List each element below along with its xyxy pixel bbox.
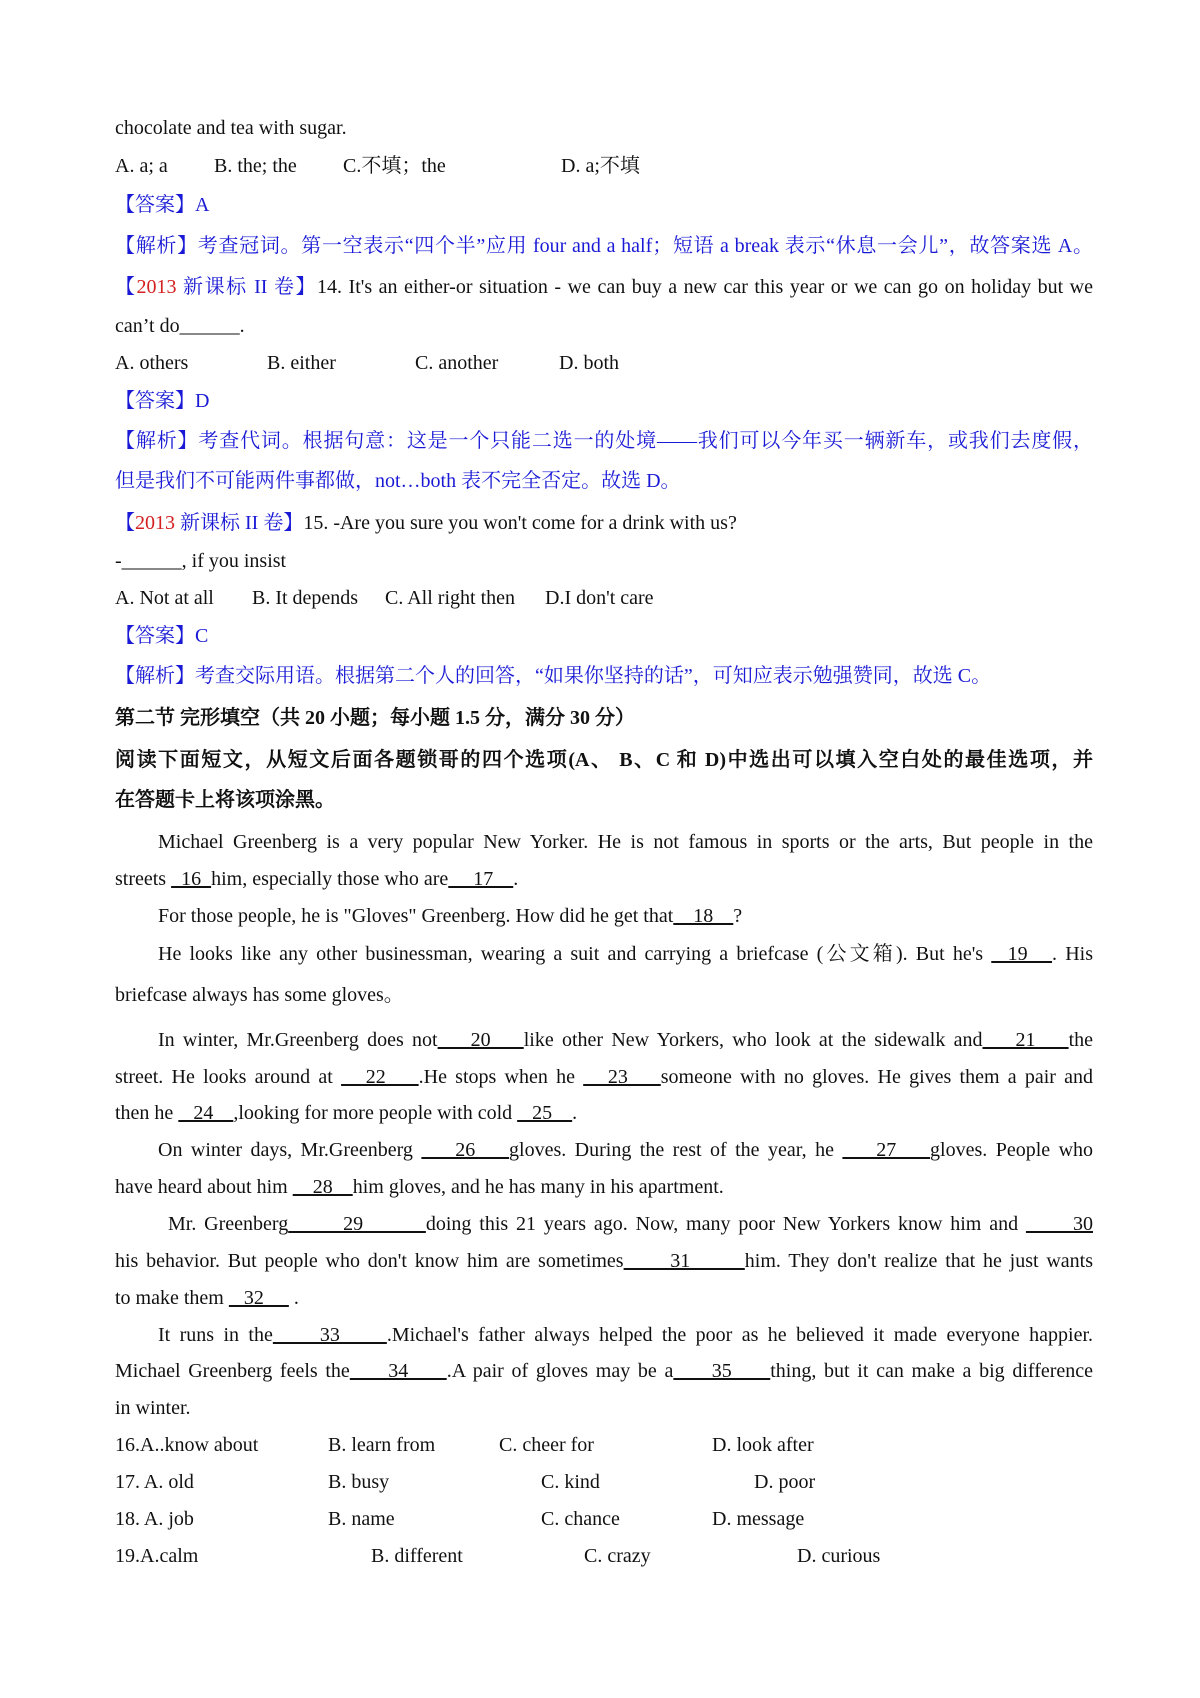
section-instructions-line2: 在答题卡上将该项涂黑。 [115,789,335,811]
analysis-tag: 【解析】 [115,235,198,257]
question-text: 14. It's an either-or situation - we can buy a new car this year or we can go on holiday but we [317,276,1094,298]
section-instructions-line1: 阅读下面短文，从短文后面各题锁哥的四个选项(A、 B、C 和 D)中选出可以填入空白处的最佳选项，并 [115,749,1093,771]
q13-option-c: C.不填；the [343,155,446,177]
choice-a: 19.A.calm [115,1545,199,1567]
text: someone with no gloves. He gives them a pair and [660,1066,1094,1088]
q15-option-a: A. Not at all [115,587,214,609]
blank-29: 29 [288,1213,426,1235]
text: . [513,868,519,890]
text: Michael Greenberg feels the [115,1360,350,1382]
blank-16: 16 [171,868,212,890]
passage-p1-line1: Michael Greenberg is a very popular New Yorker. He is not famous in sports or the arts, But people in the [158,831,1093,853]
q15-option-b: B. It depends [252,587,359,609]
text: . His [1052,943,1093,965]
answer-tag: 【答案】 [115,194,195,216]
source-name: 新课标 II 卷】 [176,276,318,298]
choice-b: B. name [328,1508,395,1530]
blank-23: 23 [583,1066,661,1088]
analysis-text: 考查交际用语。根据第二个人的回答，“如果你坚持的话”，可知应表示勉强赞同，故选 C。 [195,665,992,687]
blank-28: 28 [292,1176,353,1198]
text: then he [115,1102,179,1124]
text: .Michael's father always helped the poor as he believed it made everyone happier. [386,1324,1094,1346]
choice-c: C. crazy [584,1545,651,1567]
answer-value: C [195,625,209,647]
q13-option-a: A. a; a [115,155,168,177]
q13-stem-tail: chocolate and tea with sugar. [115,117,347,139]
blank-30: 30 [1025,1213,1093,1235]
passage-p3-line1 [158,941,1093,967]
source-open: 【 [115,276,137,298]
text: .He stops when he [418,1066,584,1088]
passage-p6-line3 [115,1285,299,1311]
passage-p4-line2 [115,1064,1093,1090]
q14-option-c: C. another [415,352,499,374]
choice-b: B. learn from [328,1434,436,1456]
blank-22: 22 [341,1066,419,1088]
passage-p5-line1 [158,1137,1093,1163]
source-open: 【 [115,512,135,534]
q14-option-a: A. others [115,352,189,374]
q14-answer [115,388,209,414]
text: to make them [115,1287,229,1309]
blank-35: 35 [673,1360,771,1382]
text: He looks like any other businessman, wearing a suit and carrying a briefcase (公文箱). But he's [158,943,992,965]
choice-c: C. cheer for [499,1434,594,1456]
q15-option-d: D.I don't care [545,587,654,609]
q13-analysis [115,233,1093,259]
blank-33: 33 [272,1324,387,1346]
passage-p7-line2 [115,1358,1093,1384]
text: gloves. People who [930,1139,1094,1161]
blank-21: 21 [982,1029,1069,1051]
choice-a: 16.A..know about [115,1434,259,1456]
blank-24: 24 [178,1102,234,1124]
choice-a: 17. A. old [115,1471,194,1493]
text: doing this 21 years ago. Now, many poor New Yorkers know him and [425,1213,1026,1235]
analysis-text: 考查代词。根据句意：这是一个只能二选一的处境——我们可以今年买一辆新车，或我们去度假， [198,430,1094,452]
text: his behavior. But people who don't know him are sometimes [115,1250,624,1272]
q14-option-d: D. both [559,352,619,374]
choice-d: D. message [712,1508,805,1530]
q13-option-b: B. the; the [214,155,297,177]
answer-tag: 【答案】 [115,390,195,412]
blank-32: 32 [228,1287,289,1309]
choice-c: C. kind [541,1471,600,1493]
question-text: 15. -Are you sure you won't come for a drink with us? [303,512,737,534]
passage-p1-line2 [115,866,518,892]
choice-d: D. look after [712,1434,814,1456]
text: thing, but it can make a big difference [770,1360,1094,1382]
text: him gloves, and he has many in his apartment. [352,1176,724,1198]
choice-a: 18. A. job [115,1508,194,1530]
text: In winter, Mr.Greenberg does not [158,1029,438,1051]
q14-analysis-line1 [115,428,1093,454]
blank-25: 25 [517,1102,573,1124]
text: .A pair of gloves may be a [446,1360,674,1382]
q14-analysis-line2: 但是我们不可能两件事都做，not…both 表不完全否定。故选 D。 [115,470,681,492]
text: ,looking for more people with cold [233,1102,518,1124]
text: gloves. During the rest of the year, he [509,1139,843,1161]
text: like other New Yorkers, who look at the sidewalk and [523,1029,983,1051]
text: For those people, he is "Gloves" Greenberg. How did he get that [158,905,674,927]
source-year: 2013 [135,512,175,534]
analysis-tag: 【解析】 [115,665,195,687]
passage-p6-line2 [115,1248,1093,1274]
text: . [288,1287,299,1309]
choice-d: D. poor [754,1471,816,1493]
blank-34: 34 [349,1360,447,1382]
text: him. They don't realize that he just wants [744,1250,1093,1272]
answer-tag: 【答案】 [115,625,195,647]
text: have heard about him [115,1176,293,1198]
passage-p4-line3 [115,1100,577,1126]
choice-c: C. chance [541,1508,620,1530]
text: the [1068,1029,1094,1051]
blank-27: 27 [842,1139,931,1161]
blank-18: 18 [673,905,734,927]
answer-value: A [195,194,210,216]
q13-answer [115,192,209,218]
blank-19: 19 [991,943,1053,965]
blank-20: 20 [437,1029,524,1051]
q15-answer [115,623,208,649]
source-name: 新课标 II 卷】 [175,512,304,534]
blank-31: 31 [623,1250,745,1272]
q15-option-c: C. All right then [385,587,515,609]
analysis-tag: 【解析】 [115,430,199,452]
q14-stem [115,274,1093,300]
blank-26: 26 [421,1139,510,1161]
text: It runs in the [158,1324,273,1346]
blank-17: 17 [448,868,514,890]
q14-option-b: B. either [267,352,336,374]
passage-p6-line1 [168,1211,1093,1237]
text: street. He looks around at [115,1066,342,1088]
passage-p7-line3: in winter. [115,1397,191,1419]
section-title: 第二节 完形填空（共 20 小题；每小题 1.5 分，满分 30 分） [115,707,635,729]
passage-p3-line2: briefcase always has some gloves。 [115,984,404,1006]
text: Mr. Greenberg [168,1213,289,1235]
passage-p7-line1 [158,1322,1093,1348]
text: him, especially those who are [211,868,449,890]
passage-p5-line2 [115,1174,724,1200]
q13-option-d: D. a;不填 [561,155,640,177]
analysis-text: 考查冠词。第一空表示“四个半”应用 four and a half；短语 a break 表示“休息一会儿”，故答案选 A。 [197,235,1093,257]
q14-stem-line2: can’t do______. [115,315,245,337]
text: ? [733,905,743,927]
text: On winter days, Mr.Greenberg [158,1139,422,1161]
text: . [572,1102,578,1124]
q15-stem [115,510,737,536]
choice-b: B. busy [328,1471,390,1493]
choice-b: B. different [371,1545,463,1567]
text: streets [115,868,172,890]
passage-p2 [158,903,742,929]
q15-stem-line2: -______, if you insist [115,550,287,572]
passage-p4-line1 [158,1027,1093,1053]
choice-d: D. curious [797,1545,881,1567]
source-year: 2013 [136,276,177,298]
q15-analysis [115,663,991,689]
answer-value: D [195,390,210,412]
